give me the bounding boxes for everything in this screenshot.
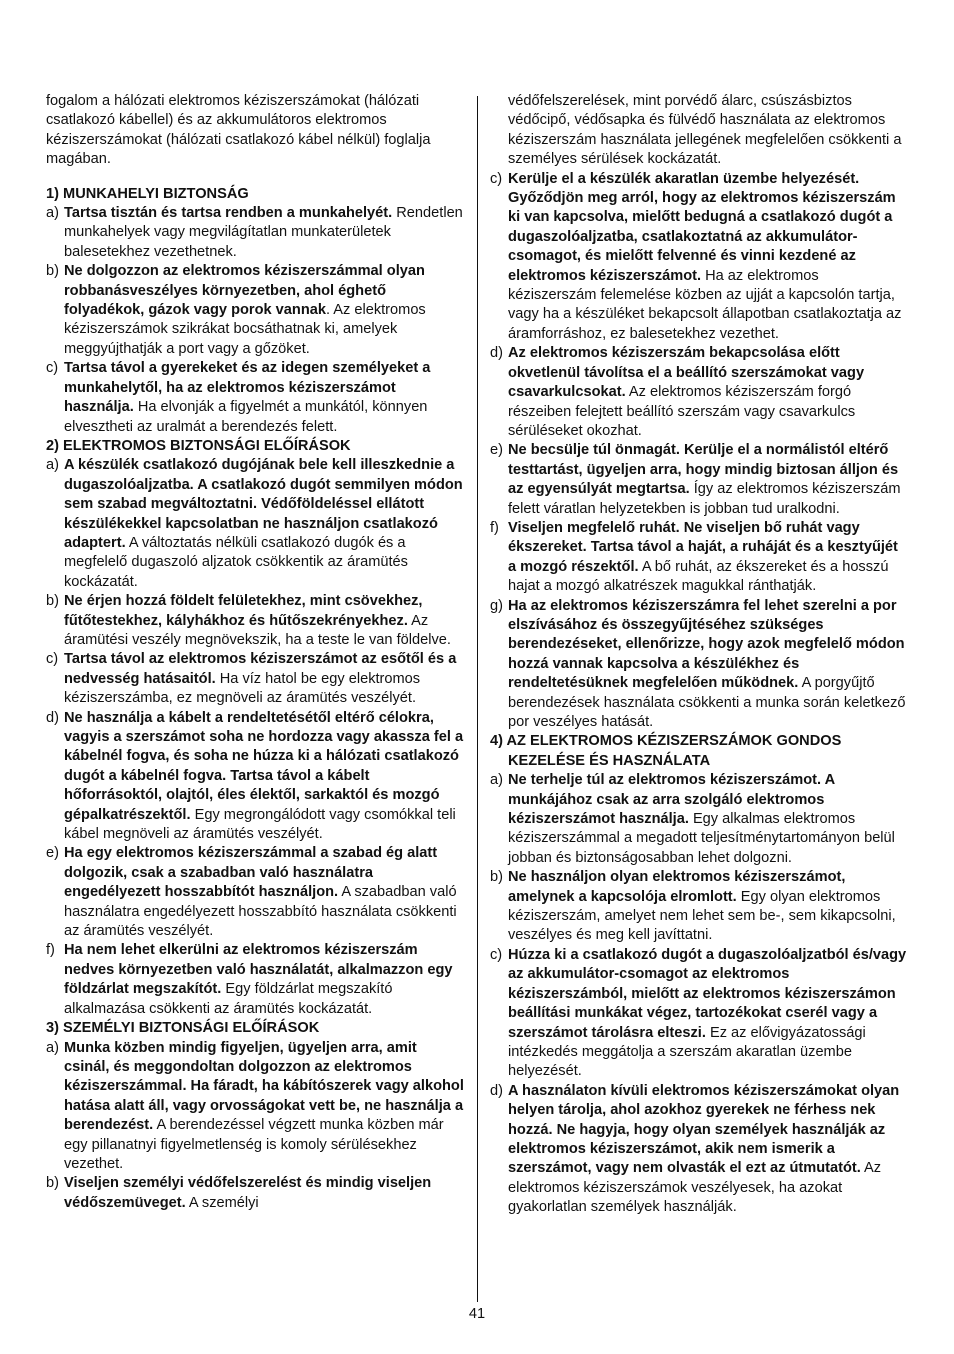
- list-item: e) Ha egy elektromos kéziszerszámmal a szabad ég alatt dolgozik, csak a szabadban való használatra engedélyezett hosszabbítót használjon. A szabadban való használatra engedélyezett hosszabbító használata csökkenti az áramütés veszélyét.: [46, 845, 457, 940]
- list-item: g) Ha az elektromos kéziszerszámra fel lehet szerelni a por elszívásához és összegyűjtéséhez szükséges berendezéseket, ellenőrizze, hogy azok megfelelő módon hozzá vannak kapcsolva a készülékhez és rendeltetésüknek megfelelően működnek. A porgyűjtő berendezések használata csökkenti a munka során keletkező por veszélyes hatását.: [490, 597, 906, 730]
- list-item: b) Viseljen személyi védőfelszerelést és mindig viseljen védőszemüveget. A személyi: [46, 1175, 432, 1211]
- list-item: c) Tartsa távol a gyerekeket és az idegen személyeket a munkahelytől, ha az elektromos kéziszerszámot használja. Ha elvonják a figyelmét a munkától, könnyen elvesztheti az uralmát a berendezés felett.: [46, 360, 431, 435]
- list-item: a) Ne terhelje túl az elektromos kéziszerszámot. A munkájához csak az arra szolgáló elektromos kéziszerszámot használja. Egy alkalmas elektromos kéziszerszámmal a megadott teljesítménytartományon belül jobban és biztonságosabban lehet dolgozni.: [490, 772, 895, 866]
- right-column: [490, 92, 910, 1218]
- list-item: d) Ne használja a kábelt a rendeltetésétől eltérő célokra, vagyis a szerszámot soha ne hordozza vagy akassza fel a kábelnél fogva, és soha ne húzza ki a hálózati csatlakozó dugót a kábelnél fogva. Tartsa távol a kábelt hőforrásoktól, olajtól, éles élektől, sarkaktól és mozgó gépalkatrészektől. Egy megrongálódott vagy csomókkal teli kábel megnöveli az áramütés veszélyét.: [46, 709, 464, 843]
- list-item: d) A használaton kívüli elektromos kéziszerszámokat olyan helyen tárolja, ahol azokhoz gyerekek ne férhess nek hozzá. Ne hagyja, hogy olyan személyek használják az elektromos kéziszerszámot, akik nem ismerik a szerszámot, vagy nem olvasták el ezt az útmutatót. Az elektromos kéziszerszámok veszélyesek, ha azokat gyakorlatlan személyek használják.: [490, 1082, 900, 1216]
- section-heading-personal-safety: 3) SZEMÉLYI BIZTONSÁGI ELŐÍRÁSOK: [46, 1020, 320, 1037]
- list-item: c) Tartsa távol az elektromos kéziszerszámot az esőtől és a nedvesség hatásaitól. Ha víz hatol be egy elektromos kéziszerszámba, ez megnöveli az áramütés veszélyét.: [46, 651, 457, 707]
- list-item: a) Tartsa tisztán és tartsa rendben a munkahelyét. Rendetlen munkahelyek vagy megvilágítatlan munkaterületek balesetekhez vezethetnek.: [46, 205, 463, 260]
- list-item: e) Ne becsülje túl önmagát. Kerülje el a normálistól eltérő testtartást, ügyeljen arra, hogy mindig biztosan álljon és az egyensúlyát megtartsa. Így az elektromos kéziszerszám felett váratlan helyzetekben is jobban tud uralkodni.: [490, 442, 901, 517]
- continuation-paragraph: védőfelszerelések, mint porvédő álarc, csúszásbiztos védőcipő, védősapka és fülvédő használata az elektromos kéziszerszám használata jellegének megfelelően csökkenti a személyes sérülések kockázatát.: [508, 93, 902, 168]
- list-item: f) Viseljen megfelelő ruhát. Ne viseljen bő ruhát vagy ékszereket. Tartsa távol a haját, a ruháját és a kesztyűjét a mozgó részektől. A bő ruhát, az ékszereket és a hosszú hajat a mozgó alkatrészek magukkal ránthatják.: [490, 519, 898, 595]
- list-item: a) A készülék csatlakozó dugójának bele kell illeszkednie a dugaszolóaljzatba. A csatlakozó dugót semmilyen módon sem szabad megváltoztatni. Védőföldeléssel ellátott készülékekkel kapcsolatban ne használjon csatlakozó adaptert. A változtatás nélküli csatlakozó dugók és a megfelelő dugaszoló aljzatok csökkentik az áramütés kockázatát.: [46, 457, 463, 590]
- column-divider: [477, 96, 478, 1302]
- section-heading-electrical-safety: 2) ELEKTROMOS BIZTONSÁGI ELŐÍRÁSOK: [46, 437, 351, 454]
- list-item: b) Ne dolgozzon az elektromos kéziszerszámmal olyan robbanásveszélyes környezetben, ahol éghető folyadékok, gázok vagy porok vannak. Az elektromos kéziszerszámok szikrákat bocsáthatnak ki, amelyek meggyújthatják a port vagy a gőzöket.: [46, 263, 426, 357]
- list-item: a) Munka közben mindig figyeljen, ügyeljen arra, amit csinál, és meggondoltan dolgozzon az elektromos kéziszerszámmal. Ha fáradt, ha kábítószerek vagy alkohol hatása alatt áll, vagy orvosságokat vett be, ne használja a berendezést. A berendezéssel végzett munka közben már egy pillanatnyi figyelmetlenség is komoly sérülésekhez vezethet.: [46, 1039, 464, 1172]
- list-item: d) Az elektromos kéziszerszám bekapcsolása előtt okvetlenül távolítsa el a beállító szerszámokat vagy csavarkulcsokat. Az elektromos kéziszerszám forgó részeiben felejtett beállító szerszám vagy csavarkulcs sérüléseket okozhat.: [490, 345, 865, 439]
- list-item: c) Kerülje el a készülék akaratlan üzembe helyezését. Győződjön meg arról, hogy az elektromos kéziszerszám ki van kapcsolva, mielőtt bedugná a csatlakozó dugót a dugaszolóaljzatba, csatlakoztatná az akkumulátor-csomagot, és mielőtt felvenné és vinni kezdené az elektromos kéziszerszámot. Ha az elektromos kéziszerszám felemelése közben az ujját a kapcsolón tartja, vagy ha a készüléket bekapcsolt állapotban csatlakoztatja az áramforráshoz, ez balesetekhez vezethet.: [490, 170, 902, 342]
- left-column: [46, 92, 464, 1213]
- list-item: c) Húzza ki a csatlakozó dugót a dugaszolóaljzatból és/vagy az akkumulátor-csomagot az elektromos kéziszerszámból, mielőtt az elektromos kéziszerszámon beállítási munkákat végez, tartozékokat cserél vagy a szerszámot tárolásra elteszi. Ez az elővigyázatossági intézkedés meggátolja a szerszám akaratlan üzembe helyezését.: [490, 946, 907, 1080]
- page-number: 41: [468, 1306, 486, 1322]
- section-heading-workplace-safety: 1) MUNKAHELYI BIZTONSÁG: [46, 185, 249, 202]
- list-item: b) Ne használjon olyan elektromos kéziszerszámot, amelynek a kapcsolója elromlott. Egy olyan elektromos kéziszerszám, amelyet nem lehet sem be-, sem kikapcsolni, veszélyes és meg kell javíttatni.: [490, 869, 896, 944]
- section-heading-tool-care: 4) AZ ELEKTROMOS KÉZISZERSZÁMOK GONDOS KEZELÉSE ÉS HASZNÁLATA: [490, 733, 842, 769]
- intro-paragraph: fogalom a hálózati elektromos kéziszerszámokat (hálózati csatlakozó kábellel) és az akkumulátoros elektromos kéziszerszámokat (hálózati csatlakozó kábel nélkül) foglalja magában.: [46, 93, 431, 168]
- list-item: f) Ha nem lehet elkerülni az elektromos kéziszerszám nedves környezetben való használatát, alkalmazzon egy földzárlat megszakítót. Egy földzárlat megszakító alkalmazása csökkenti az áramütés kockázatát.: [46, 942, 453, 1017]
- list-item: b) Ne érjen hozzá földelt felületekhez, mint csövekhez, fűtőtestekhez, kályhákhoz és hűtőszekrényekhez. Az áramütési veszély megnövekszik, ha a teste le van földelve.: [46, 593, 451, 648]
